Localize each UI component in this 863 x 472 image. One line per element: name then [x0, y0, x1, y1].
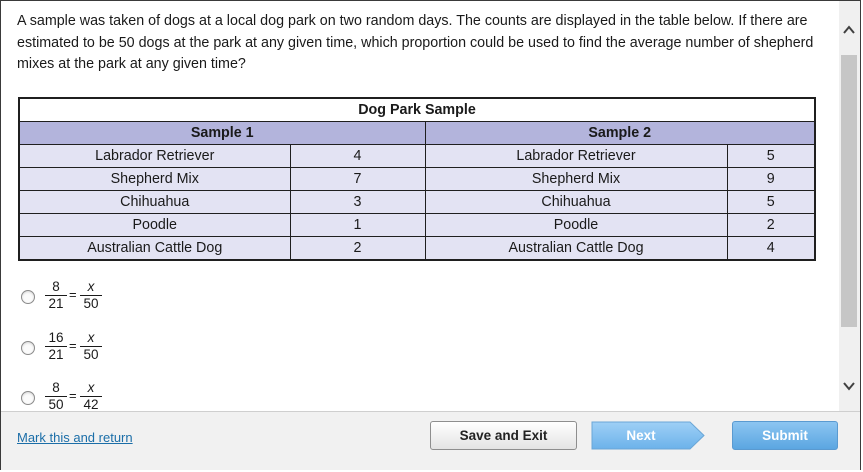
numerator: x — [87, 279, 95, 294]
save-and-exit-button[interactable]: Save and Exit — [430, 421, 577, 450]
table-row — [19, 191, 815, 214]
mark-and-return-link[interactable]: Mark this and return — [17, 430, 133, 445]
equals-sign: = — [69, 287, 77, 302]
equals-sign: = — [69, 338, 77, 353]
equals-sign: = — [69, 388, 77, 403]
radio-button[interactable] — [21, 391, 35, 405]
submit-button[interactable]: Submit — [732, 421, 838, 450]
count-cell: 1 — [290, 214, 425, 237]
table-row — [19, 168, 815, 191]
left-fraction — [43, 279, 69, 311]
table-row — [19, 145, 815, 168]
answer-option-3[interactable] — [19, 380, 219, 411]
right-fraction — [78, 380, 104, 411]
vertical-scrollbar[interactable] — [839, 1, 860, 411]
numerator: 16 — [48, 330, 64, 345]
count-cell: 2 — [290, 237, 425, 261]
breed-cell: Shepherd Mix — [425, 168, 727, 191]
count-cell: 3 — [290, 191, 425, 214]
right-fraction — [78, 279, 104, 311]
denominator: 21 — [48, 296, 64, 311]
radio-button[interactable] — [21, 341, 35, 355]
denominator: 42 — [83, 397, 99, 411]
count-cell: 4 — [290, 145, 425, 168]
denominator: 50 — [83, 296, 99, 311]
sample2-header: Sample 2 — [425, 122, 815, 145]
breed-cell: Labrador Retriever — [19, 145, 290, 168]
count-cell: 9 — [727, 168, 815, 191]
right-fraction — [78, 330, 104, 362]
table-title: Dog Park Sample — [19, 98, 815, 122]
count-cell: 5 — [727, 145, 815, 168]
breed-cell: Chihuahua — [425, 191, 727, 214]
numerator: x — [87, 330, 95, 345]
left-fraction — [43, 330, 69, 362]
chevron-down-icon[interactable] — [841, 379, 857, 397]
breed-cell: Shepherd Mix — [19, 168, 290, 191]
numerator: 8 — [52, 279, 60, 294]
footer-bar — [1, 411, 860, 470]
sample1-header: Sample 1 — [19, 122, 425, 145]
answer-option-2[interactable] — [19, 330, 219, 366]
breed-cell: Chihuahua — [19, 191, 290, 214]
scrollbar-thumb[interactable] — [841, 55, 857, 327]
answer-option-1[interactable] — [19, 279, 219, 315]
breed-cell: Labrador Retriever — [425, 145, 727, 168]
breed-cell: Poodle — [425, 214, 727, 237]
denominator: 50 — [48, 397, 64, 411]
next-button[interactable] — [591, 421, 705, 450]
count-cell: 5 — [727, 191, 815, 214]
radio-button[interactable] — [21, 290, 35, 304]
breed-cell: Australian Cattle Dog — [19, 237, 290, 261]
denominator: 50 — [83, 347, 99, 362]
count-cell: 2 — [727, 214, 815, 237]
breed-cell: Australian Cattle Dog — [425, 237, 727, 261]
count-cell: 4 — [727, 237, 815, 261]
breed-cell: Poodle — [19, 214, 290, 237]
dog-park-table — [18, 97, 816, 261]
numerator: x — [87, 380, 95, 395]
left-fraction — [43, 380, 69, 411]
next-button-label: Next — [626, 428, 656, 443]
question-text: A sample was taken of dogs at a local dog park on two random days. The counts are displayed in the table below. If there are estimated to be 50 dogs at the park at any given time, which proportion could be used to find the average number of shepherd mixes at the park at any given time? — [17, 13, 814, 72]
chevron-up-icon[interactable] — [841, 23, 857, 41]
denominator: 21 — [48, 347, 64, 362]
table-row — [19, 214, 815, 237]
question-scroll-area — [1, 1, 838, 411]
count-cell: 7 — [290, 168, 425, 191]
table-row — [19, 237, 815, 261]
numerator: 8 — [52, 380, 60, 395]
